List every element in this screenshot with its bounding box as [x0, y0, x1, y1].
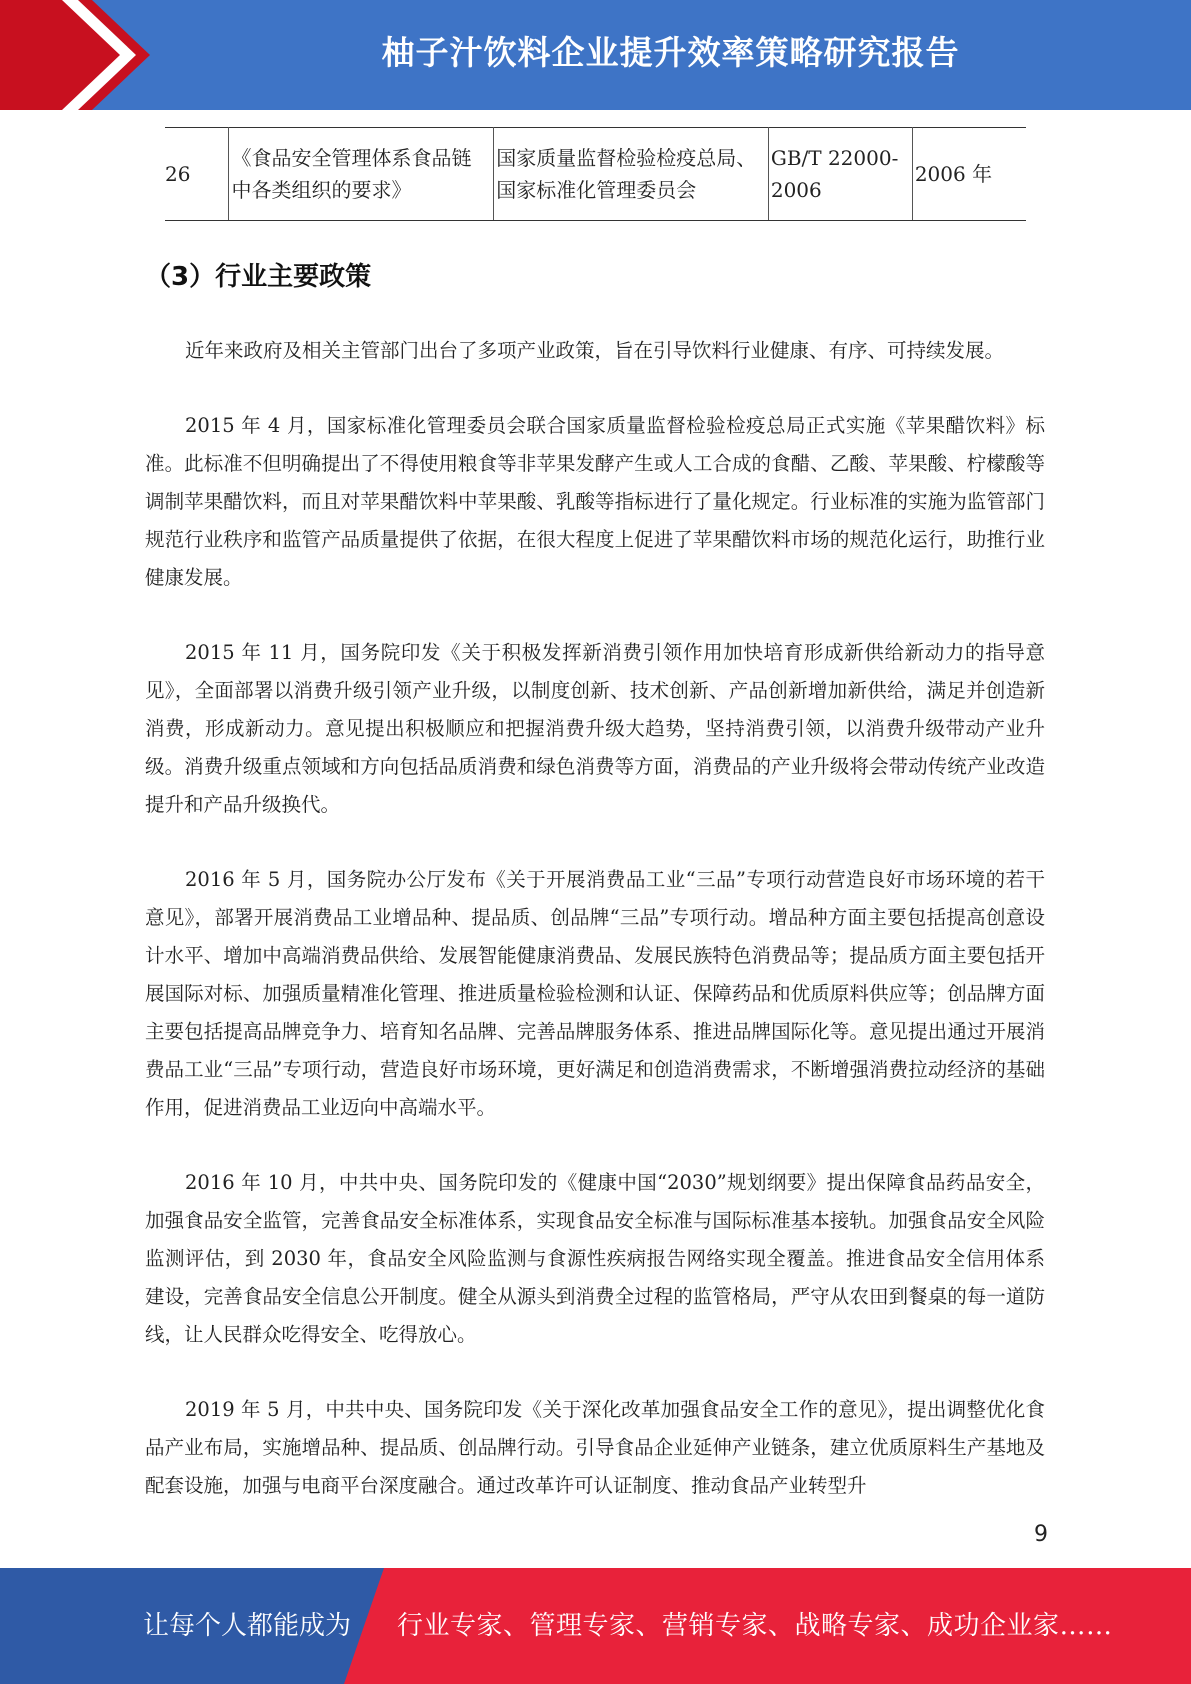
standards-table [165, 127, 1026, 221]
footer-slogan-right: 行业专家、管理专家、营销专家、战略专家、成功企业家…… [397, 1611, 1113, 1641]
body-text [145, 332, 1045, 1542]
table-row [165, 128, 1026, 221]
paragraph: 2016 年 10 月，中共中央、国务院印发的《健康中国“2030”规划纲要》提出保障食品药品安全，加强食品安全监管，完善食品安全标准体系，实现食品安全标准与国际标准基本接轨。加强食品安全风险监测评估，到 2030 年，食品安全风险监测与食源性疾病报告网络实现全覆盖。推进食品安全信用体系建设，完善食品安全信息公开制度。健全从源头到消费全过程的监管格局，严守从农田到餐桌的每一道防线，让人民群众吃得安全、吃得放心。 [145, 1171, 1045, 1346]
header-arrow-decoration [0, 0, 150, 110]
page-header [0, 0, 1191, 110]
footer-slogan-left: 让每个人都能成为 [143, 1611, 352, 1641]
table-cell-code: GB/T 22000-2006 [768, 128, 912, 221]
section-heading: （3）行业主要政策 [145, 262, 372, 292]
paragraph: 2019 年 5 月，中共中央、国务院印发《关于深化改革加强食品安全工作的意见》，提出调整优化食品产业布局，实施增品种、提品质、创品牌行动。引导食品企业延伸产业链条，建立优质原料生产基地及配套设施，加强与电商平台深度融合。通过改革许可认证制度、推动食品产业转型升 [145, 1398, 1045, 1497]
paragraph: 近年来政府及相关主管部门出台了多项产业政策，旨在引导饮料行业健康、有序、可持续发展。 [185, 339, 1005, 362]
header-title: 柚子汁饮料企业提升效率策略研究报告 [381, 33, 960, 72]
table-cell-issuer: 国家质量监督检验检疫总局、国家标准化管理委员会 [494, 128, 769, 221]
table-cell-name: 《食品安全管理体系食品链中各类组织的要求》 [229, 128, 494, 221]
page-footer [0, 1568, 1191, 1684]
paragraph: 2015 年 11 月，国务院印发《关于积极发挥新消费引领作用加快培育形成新供给新动力的指导意见》，全面部署以消费升级引领产业升级，以制度创新、技术创新、产品创新增加新供给，满足并创造新消费，形成新动力。意见提出积极顺应和把握消费升级大趋势，坚持消费引领，以消费升级带动产业升级。消费升级重点领域和方向包括品质消费和绿色消费等方面，消费品的产业升级将会带动传统产业改造提升和产品升级换代。 [145, 641, 1045, 816]
paragraph: 2015 年 4 月，国家标准化管理委员会联合国家质量监督检验检疫总局正式实施《苹果醋饮料》标准。此标准不但明确提出了不得使用粮食等非苹果发酵产生或人工合成的食醋、乙酸、苹果酸、柠檬酸等调制苹果醋饮料，而且对苹果醋饮料中苹果酸、乳酸等指标进行了量化规定。行业标准的实施为监管部门规范行业秩序和监管产品质量提供了依据，在很大程度上促进了苹果醋饮料市场的规范化运行，助推行业健康发展。 [145, 414, 1045, 589]
table-cell-year: 2006 年 [912, 128, 1026, 221]
paragraph: 2016 年 5 月，国务院办公厅发布《关于开展消费品工业“三品”专项行动营造良好市场环境的若干意见》，部署开展消费品工业增品种、提品质、创品牌“三品”专项行动。增品种方面主要包括提高创意设计水平、增加中高端消费品供给、发展智能健康消费品、发展民族特色消费品等；提品质方面主要包括开展国际对标、加强质量精准化管理、推进质量检验检测和认证、保障药品和优质原料供应等；创品牌方面主要包括提高品牌竞争力、培育知名品牌、完善品牌服务体系、推进品牌国际化等。意见提出通过开展消费品工业“三品”专项行动，营造良好市场环境，更好满足和创造消费需求，不断增强消费拉动经济的基础作用，促进消费品工业迈向中高端水平。 [145, 868, 1045, 1119]
table-cell-number: 26 [165, 128, 229, 221]
page-number: 9 [1034, 1522, 1048, 1547]
